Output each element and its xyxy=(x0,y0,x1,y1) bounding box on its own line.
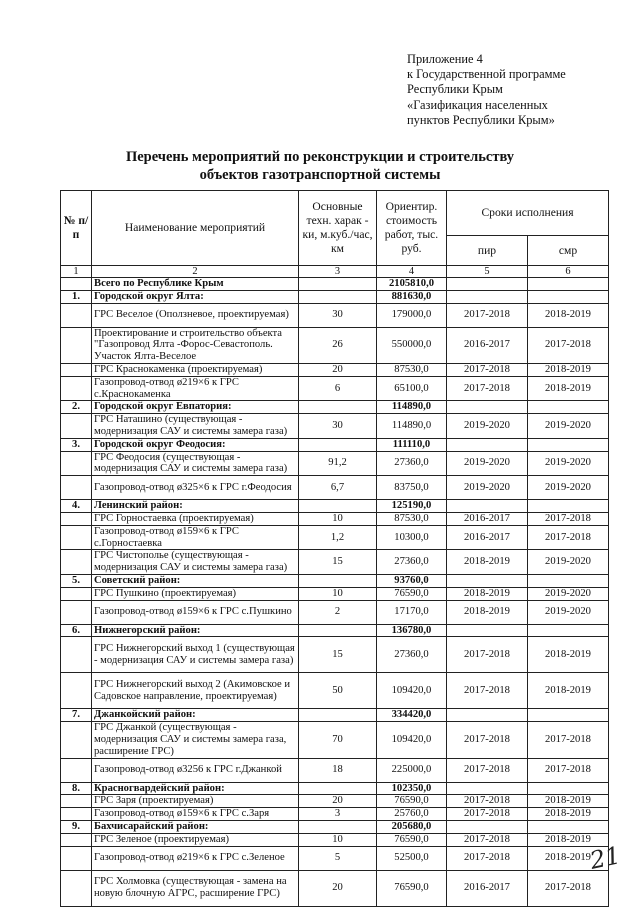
item-tech: 10 xyxy=(299,587,377,600)
item-smr: 2017-2018 xyxy=(528,758,609,782)
section-num: 6. xyxy=(61,624,92,637)
item-cost: 65100,0 xyxy=(377,376,447,401)
section-tech-cell xyxy=(299,500,377,513)
header-num: № п/п xyxy=(61,191,92,266)
item-tech: 10 xyxy=(299,512,377,525)
item-smr: 2019-2020 xyxy=(528,414,609,439)
item-pir: 2017-2018 xyxy=(447,758,528,782)
item-num-cell xyxy=(61,587,92,600)
item-num-cell xyxy=(61,673,92,709)
item-cost: 179000,0 xyxy=(377,303,447,327)
item-pir: 2019-2020 xyxy=(447,414,528,439)
item-num-cell xyxy=(61,637,92,673)
item-name: Газопровод-отвод ø159×6 к ГРС с.Горностаевка xyxy=(92,525,299,550)
item-pir: 2019-2020 xyxy=(447,451,528,476)
header-name: Наименование мероприятий xyxy=(92,191,299,266)
item-cost: 25760,0 xyxy=(377,808,447,821)
item-num-cell xyxy=(61,600,92,624)
appendix-line: «Газификация населенных xyxy=(407,97,548,112)
item-pir: 2017-2018 xyxy=(447,303,528,327)
item-tech: 70 xyxy=(299,722,377,758)
item-smr: 2019-2020 xyxy=(528,550,609,575)
item-name: Газопровод-отвод ø219×6 к ГРС с.Зеленое xyxy=(92,846,299,870)
item-cost: 114890,0 xyxy=(377,414,447,439)
item-num-cell xyxy=(61,476,92,500)
item-row xyxy=(61,758,609,782)
item-cost: 87530,0 xyxy=(377,512,447,525)
item-num-cell xyxy=(61,795,92,808)
section-name: Советский район: xyxy=(92,574,299,587)
item-num-cell xyxy=(61,525,92,550)
section-tech-cell xyxy=(299,574,377,587)
item-pir: 2016-2017 xyxy=(447,512,528,525)
item-tech: 18 xyxy=(299,758,377,782)
section-row xyxy=(61,438,609,451)
section-smr-cell xyxy=(528,820,609,833)
section-cost: 136780,0 xyxy=(377,624,447,637)
item-cost: 550000,0 xyxy=(377,327,447,363)
item-name: ГРС Джанкой (существующая - модернизация САУ и системы замера газа, расширение ГРС) xyxy=(92,722,299,758)
item-smr: 2018-2019 xyxy=(528,846,609,870)
item-tech: 10 xyxy=(299,833,377,846)
section-row xyxy=(61,574,609,587)
item-smr: 2019-2020 xyxy=(528,600,609,624)
item-cost: 27360,0 xyxy=(377,637,447,673)
section-smr-cell xyxy=(528,574,609,587)
item-name: ГРС Нижнегорский выход 2 (Акимовское и Садовское направление, проектируемая) xyxy=(92,673,299,709)
item-pir: 2018-2019 xyxy=(447,587,528,600)
item-row xyxy=(61,846,609,870)
item-tech: 6 xyxy=(299,376,377,401)
item-name: ГРС Краснокаменка (проектируемая) xyxy=(92,363,299,376)
item-smr: 2018-2019 xyxy=(528,808,609,821)
col-number: 4 xyxy=(377,266,447,278)
total-num-cell xyxy=(61,278,92,291)
item-tech: 15 xyxy=(299,637,377,673)
item-smr: 2019-2020 xyxy=(528,451,609,476)
item-smr: 2018-2019 xyxy=(528,363,609,376)
section-num: 5. xyxy=(61,574,92,587)
section-row xyxy=(61,782,609,795)
item-num-cell xyxy=(61,846,92,870)
item-name: ГРС Веселое (Оползневое, проектируемая) xyxy=(92,303,299,327)
section-smr-cell xyxy=(528,709,609,722)
section-cost: 93760,0 xyxy=(377,574,447,587)
item-row xyxy=(61,303,609,327)
total-pir-cell xyxy=(447,278,528,291)
appendix-line: Приложение 4 xyxy=(407,52,483,66)
item-num-cell xyxy=(61,376,92,401)
section-pir-cell xyxy=(447,290,528,303)
item-tech: 50 xyxy=(299,673,377,709)
document-title xyxy=(0,148,640,184)
item-smr: 2018-2019 xyxy=(528,637,609,673)
section-pir-cell xyxy=(447,438,528,451)
item-name: ГРС Холмовка (существующая - замена на новую блочную АГРС, расширение ГРС) xyxy=(92,870,299,906)
item-pir: 2017-2018 xyxy=(447,846,528,870)
section-pir-cell xyxy=(447,574,528,587)
item-smr: 2017-2018 xyxy=(528,722,609,758)
item-name: Проектирование и строительство объекта "Газопровод Ялта -Форос-Севастополь. Участок Ялта-Веселое xyxy=(92,327,299,363)
item-smr: 2017-2018 xyxy=(528,512,609,525)
item-tech: 30 xyxy=(299,414,377,439)
item-tech: 5 xyxy=(299,846,377,870)
item-cost: 27360,0 xyxy=(377,550,447,575)
item-num-cell xyxy=(61,327,92,363)
section-name: Городской округ Евпатория: xyxy=(92,401,299,414)
total-row xyxy=(61,278,609,291)
section-name: Красногвардейский район: xyxy=(92,782,299,795)
appendix-line: к Государственной программе xyxy=(407,67,566,82)
item-smr: 2018-2019 xyxy=(528,833,609,846)
item-smr: 2018-2019 xyxy=(528,303,609,327)
item-smr: 2019-2020 xyxy=(528,587,609,600)
item-row xyxy=(61,476,609,500)
item-num-cell xyxy=(61,722,92,758)
section-num: 9. xyxy=(61,820,92,833)
section-tech-cell xyxy=(299,438,377,451)
total-label: Всего по Республике Крым xyxy=(92,278,299,291)
appendix-note xyxy=(407,52,627,128)
item-num-cell xyxy=(61,414,92,439)
section-cost: 102350,0 xyxy=(377,782,447,795)
item-name: ГРС Горностаевка (проектируемая) xyxy=(92,512,299,525)
item-pir: 2017-2018 xyxy=(447,363,528,376)
section-name: Городской округ Ялта: xyxy=(92,290,299,303)
appendix-line: Республики Крым xyxy=(407,82,503,97)
item-pir: 2016-2017 xyxy=(447,327,528,363)
item-name: Газопровод-отвод ø325×6 к ГРС г.Феодосия xyxy=(92,476,299,500)
item-name: ГРС Пушкино (проектируемая) xyxy=(92,587,299,600)
section-num: 1. xyxy=(61,290,92,303)
page-number-handwritten: 21 xyxy=(587,841,624,875)
item-cost: 76590,0 xyxy=(377,833,447,846)
section-pir-cell xyxy=(447,401,528,414)
item-smr: 2019-2020 xyxy=(528,476,609,500)
header-cost: Ориентир. стоимость работ, тыс. руб. xyxy=(377,191,447,266)
item-cost: 76590,0 xyxy=(377,795,447,808)
item-row xyxy=(61,525,609,550)
section-smr-cell xyxy=(528,438,609,451)
section-num: 2. xyxy=(61,401,92,414)
item-num-cell xyxy=(61,550,92,575)
item-name: ГРС Заря (проектируемая) xyxy=(92,795,299,808)
item-cost: 27360,0 xyxy=(377,451,447,476)
item-row xyxy=(61,722,609,758)
item-row xyxy=(61,808,609,821)
section-smr-cell xyxy=(528,782,609,795)
item-num-cell xyxy=(61,758,92,782)
item-cost: 225000,0 xyxy=(377,758,447,782)
item-row xyxy=(61,414,609,439)
item-num-cell xyxy=(61,303,92,327)
item-row xyxy=(61,637,609,673)
col-number: 1 xyxy=(61,266,92,278)
item-cost: 52500,0 xyxy=(377,846,447,870)
item-tech: 15 xyxy=(299,550,377,575)
column-numbers-row xyxy=(61,266,609,278)
section-pir-cell xyxy=(447,624,528,637)
item-pir: 2017-2018 xyxy=(447,673,528,709)
item-tech: 26 xyxy=(299,327,377,363)
item-cost: 109420,0 xyxy=(377,722,447,758)
col-number: 6 xyxy=(528,266,609,278)
appendix-line: пунктов Республики Крым» xyxy=(407,112,555,127)
item-smr: 2017-2018 xyxy=(528,870,609,906)
item-tech: 20 xyxy=(299,363,377,376)
col-number: 5 xyxy=(447,266,528,278)
section-name: Бахчисарайский район: xyxy=(92,820,299,833)
item-num-cell xyxy=(61,512,92,525)
section-row xyxy=(61,401,609,414)
section-num: 4. xyxy=(61,500,92,513)
section-num: 8. xyxy=(61,782,92,795)
item-tech: 6,7 xyxy=(299,476,377,500)
item-cost: 10300,0 xyxy=(377,525,447,550)
item-row xyxy=(61,376,609,401)
section-pir-cell xyxy=(447,709,528,722)
section-cost: 334420,0 xyxy=(377,709,447,722)
section-row xyxy=(61,624,609,637)
section-pir-cell xyxy=(447,820,528,833)
header-pir: пир xyxy=(447,236,528,266)
item-smr: 2018-2019 xyxy=(528,795,609,808)
item-pir: 2017-2018 xyxy=(447,722,528,758)
section-smr-cell xyxy=(528,401,609,414)
section-tech-cell xyxy=(299,709,377,722)
section-cost: 111110,0 xyxy=(377,438,447,451)
item-name: Газопровод-отвод ø159×6 к ГРС с.Пушкино xyxy=(92,600,299,624)
item-name: ГРС Нижнегорский выход 1 (существующая - модернизация САУ и системы замера газа) xyxy=(92,637,299,673)
measures-table xyxy=(60,190,609,907)
item-pir: 2016-2017 xyxy=(447,525,528,550)
item-row xyxy=(61,870,609,906)
section-cost: 125190,0 xyxy=(377,500,447,513)
section-smr-cell xyxy=(528,290,609,303)
section-smr-cell xyxy=(528,624,609,637)
item-row xyxy=(61,512,609,525)
section-tech-cell xyxy=(299,624,377,637)
section-tech-cell xyxy=(299,401,377,414)
section-row xyxy=(61,290,609,303)
item-cost: 76590,0 xyxy=(377,587,447,600)
item-num-cell xyxy=(61,451,92,476)
item-pir: 2017-2018 xyxy=(447,808,528,821)
item-pir: 2018-2019 xyxy=(447,600,528,624)
item-pir: 2017-2018 xyxy=(447,795,528,808)
total-smr-cell xyxy=(528,278,609,291)
item-row xyxy=(61,550,609,575)
header-terms: Сроки исполнения xyxy=(447,191,609,236)
item-name: Газопровод-отвод ø219×6 к ГРС с.Краснокаменка xyxy=(92,376,299,401)
item-pir: 2016-2017 xyxy=(447,870,528,906)
item-tech: 20 xyxy=(299,795,377,808)
section-cost: 881630,0 xyxy=(377,290,447,303)
item-tech: 1,2 xyxy=(299,525,377,550)
section-num: 3. xyxy=(61,438,92,451)
item-pir: 2017-2018 xyxy=(447,376,528,401)
item-cost: 17170,0 xyxy=(377,600,447,624)
item-row xyxy=(61,451,609,476)
section-row xyxy=(61,820,609,833)
section-row xyxy=(61,709,609,722)
section-tech-cell xyxy=(299,782,377,795)
col-number: 2 xyxy=(92,266,299,278)
title-line-1: Перечень мероприятий по реконструкции и строительству xyxy=(125,149,515,165)
item-tech: 20 xyxy=(299,870,377,906)
item-cost: 109420,0 xyxy=(377,673,447,709)
item-cost: 83750,0 xyxy=(377,476,447,500)
item-tech: 91,2 xyxy=(299,451,377,476)
col-number: 3 xyxy=(299,266,377,278)
item-smr: 2017-2018 xyxy=(528,525,609,550)
item-name: Газопровод-отвод ø3256 к ГРС г.Джанкой xyxy=(92,758,299,782)
item-tech: 30 xyxy=(299,303,377,327)
item-name: ГРС Наташино (существующая - модернизация САУ и системы замера газа) xyxy=(92,414,299,439)
item-tech: 2 xyxy=(299,600,377,624)
item-num-cell xyxy=(61,833,92,846)
item-smr: 2018-2019 xyxy=(528,376,609,401)
item-cost: 76590,0 xyxy=(377,870,447,906)
section-name: Ленинский район: xyxy=(92,500,299,513)
section-tech-cell xyxy=(299,290,377,303)
item-pir: 2019-2020 xyxy=(447,476,528,500)
item-num-cell xyxy=(61,363,92,376)
item-name: ГРС Зеленое (проектируемая) xyxy=(92,833,299,846)
header-smr: смр xyxy=(528,236,609,266)
header-tech: Основные техн. харак - ки, м.куб./час, км xyxy=(299,191,377,266)
section-cost: 205680,0 xyxy=(377,820,447,833)
item-num-cell xyxy=(61,870,92,906)
item-name: ГРС Чистополье (существующая - модернизация САУ и системы замера газа) xyxy=(92,550,299,575)
item-row xyxy=(61,587,609,600)
section-row xyxy=(61,500,609,513)
section-name: Джанкойский район: xyxy=(92,709,299,722)
item-pir: 2018-2019 xyxy=(447,550,528,575)
item-row xyxy=(61,673,609,709)
item-row xyxy=(61,833,609,846)
section-name: Городской округ Феодосия: xyxy=(92,438,299,451)
item-pir: 2017-2018 xyxy=(447,637,528,673)
section-pir-cell xyxy=(447,500,528,513)
section-num: 7. xyxy=(61,709,92,722)
item-smr: 2018-2019 xyxy=(528,673,609,709)
item-num-cell xyxy=(61,808,92,821)
total-tech-cell xyxy=(299,278,377,291)
item-row xyxy=(61,795,609,808)
item-tech: 3 xyxy=(299,808,377,821)
title-line-2: объектов газотранспортной системы xyxy=(199,167,441,183)
item-row xyxy=(61,327,609,363)
item-name: Газопровод-отвод ø159×6 к ГРС с.Заря xyxy=(92,808,299,821)
item-row xyxy=(61,363,609,376)
section-cost: 114890,0 xyxy=(377,401,447,414)
item-name: ГРС Феодосия (существующая - модернизация САУ и системы замера газа) xyxy=(92,451,299,476)
section-smr-cell xyxy=(528,500,609,513)
section-tech-cell xyxy=(299,820,377,833)
item-pir: 2017-2018 xyxy=(447,833,528,846)
section-name: Нижнегорский район: xyxy=(92,624,299,637)
section-pir-cell xyxy=(447,782,528,795)
item-smr: 2017-2018 xyxy=(528,327,609,363)
item-row xyxy=(61,600,609,624)
total-cost: 2105810,0 xyxy=(377,278,447,291)
item-cost: 87530,0 xyxy=(377,363,447,376)
